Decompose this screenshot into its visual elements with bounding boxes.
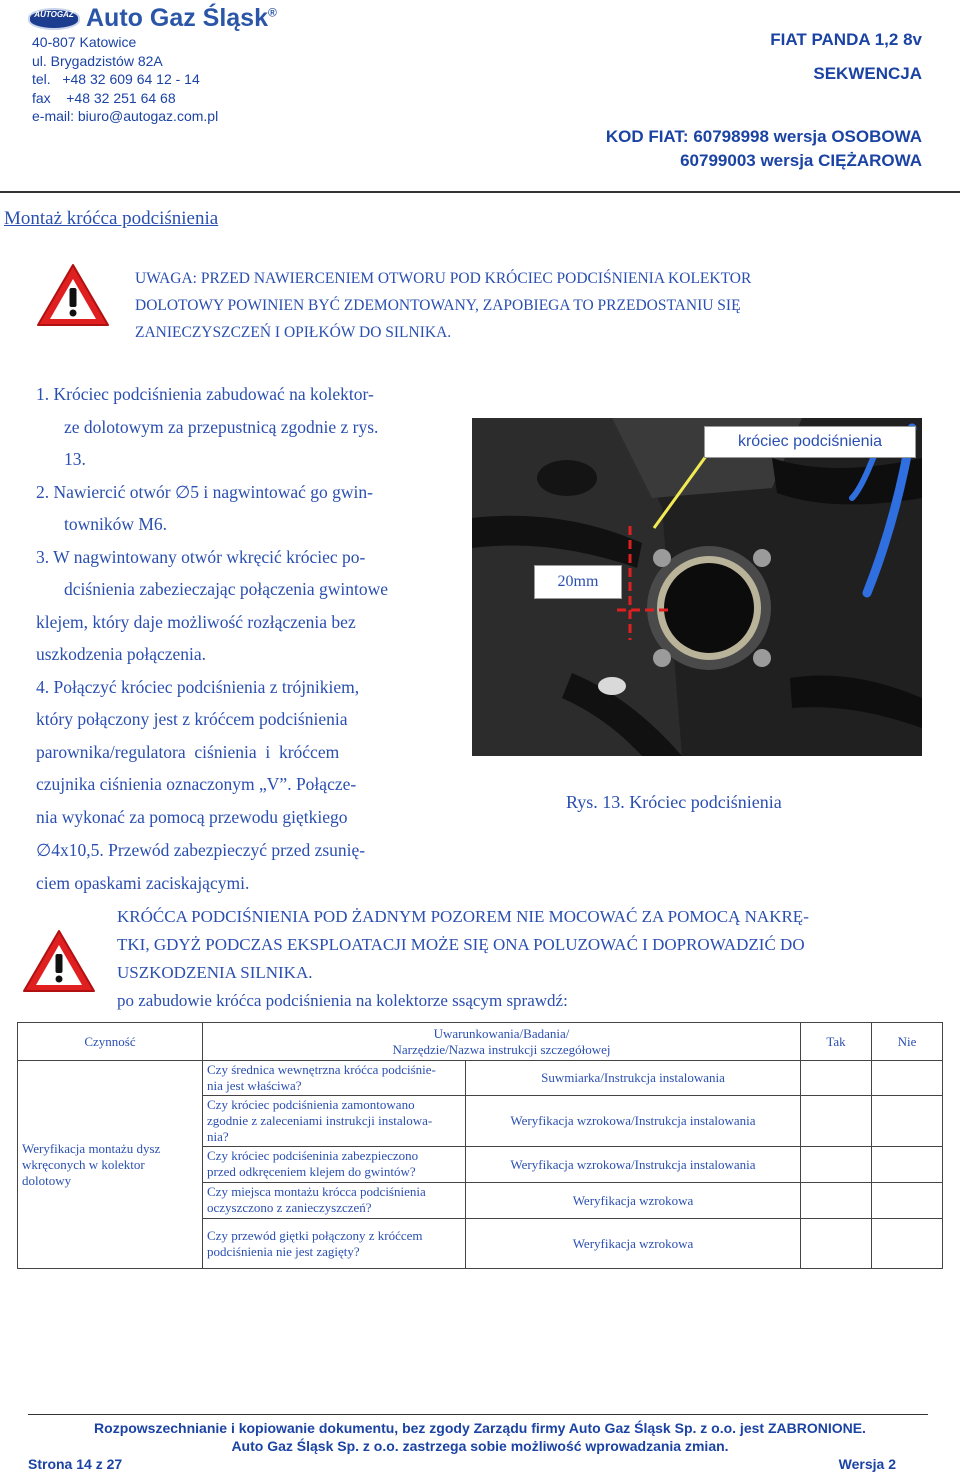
table-row [18, 1061, 943, 1096]
question-cell: Czy miejsca montażu krócca podciśnienia oczyszczono z zanieczyszczeń? [203, 1183, 466, 1219]
header-divider [0, 191, 960, 193]
document-version: Wersja 2 [838, 1456, 896, 1472]
yes-cell[interactable] [801, 1147, 872, 1183]
vehicle-model: FIAT PANDA 1,2 8v [770, 30, 922, 49]
table-header-row [18, 1023, 943, 1061]
warning-text-1 [135, 265, 925, 346]
yes-cell[interactable] [801, 1219, 872, 1269]
logo-name: Auto Gaz Śląsk [86, 4, 268, 32]
step-line: 1. Króciec podciśnienia zabudować na kolektor- [36, 384, 374, 404]
step-line: 3. W nagwintowany otwór wkręcić króciec po- [36, 546, 366, 567]
company-logo [28, 6, 298, 34]
no-cell[interactable] [872, 1219, 943, 1269]
warning-line: KRÓĆCA PODCIŚNIENIA POD ŻADNYM POZOREM NIE MOCOWAĆ ZA POMOCĄ NAKRĘ- [117, 907, 809, 926]
yes-cell[interactable] [801, 1183, 872, 1219]
step-line: uszkodzenia połączenia. [36, 644, 207, 664]
address-line: fax +48 32 251 64 68 [32, 89, 176, 106]
header-conditions-line: Uwarunkowania/Badania/ [433, 1025, 570, 1041]
section-title: Montaż króćca podciśnienia [4, 208, 219, 229]
question-cell: Czy średnica wewnętrzna króćca podciśnie- nia jest właściwa? [203, 1061, 466, 1096]
step-line: parownika/regulatora ciśnienia i króćcem [36, 741, 340, 762]
step-line: dciśnienia zabezieczając połączenia gwintowe [64, 579, 389, 599]
fiat-code-line-2: 60799003 wersja CIĘŻAROWA [680, 151, 922, 170]
logo-badge-text: AUTOGAZ [34, 10, 74, 19]
verification-table [17, 1022, 943, 1269]
question-cell: Czy króciec podciśnienia zamontowano zgodnie z zaleceniami instrukcji instalowa- nia? [203, 1096, 466, 1147]
address-line: e-mail: biuro@autogaz.com.pl [32, 108, 219, 124]
dimension-label: 20mm [534, 565, 622, 599]
changes-notice: Auto Gaz Śląsk Sp. z o.o. zastrzega sobie możliwość wprowadzania zmian. [231, 1438, 729, 1454]
footer-divider [28, 1414, 928, 1415]
no-cell[interactable] [872, 1183, 943, 1219]
figure-caption: Rys. 13. Króciec podciśnienia [566, 792, 782, 812]
warning-line: UWAGA: PRZED NAWIERCENIEM OTWORU POD KRÓCIEC PODCIŚNIENIA KOLEKTOR [135, 270, 752, 287]
address-line: tel. +48 32 609 64 12 - 14 [32, 71, 200, 87]
question-cell: Czy przewód giętki połączony z króćcem podciśnienia nie jest zagięty? [203, 1219, 466, 1269]
tool-cell: Weryfikacja wzrokowa [466, 1183, 801, 1219]
check-intro: po zabudowie króćca podciśnienia na kolektorze ssącym sprawdź: [117, 991, 568, 1010]
step-line: 4. Połączyć króciec podciśnienia z trójnikiem, [36, 676, 360, 697]
warning-triangle-icon [22, 928, 96, 994]
question-cell: Czy króciec podciśeninia zabezpieczono przed odkręceniem klejem do gwintów? [203, 1147, 466, 1183]
warning-line: USZKODZENIA SILNIKA. [117, 963, 313, 982]
registered-mark: ® [268, 5, 277, 20]
step-line: 13. [64, 449, 86, 469]
yes-cell[interactable] [801, 1061, 872, 1096]
warning-triangle-icon [36, 262, 110, 328]
step-line: który połączony jest z króćcem podciśnienia [36, 709, 348, 729]
yes-cell[interactable] [801, 1096, 872, 1147]
photo-label: króciec podciśnienia [704, 426, 916, 458]
tool-cell: Suwmiarka/Instrukcja instalowania [466, 1061, 801, 1096]
header-yes: Tak [801, 1023, 872, 1061]
step-line: nia wykonać za pomocą przewodu giętkiego [36, 806, 348, 827]
warning-text-2 [117, 903, 925, 1015]
warning-line: DOLOTOWY POWINIEN BYĆ ZDEMONTOWANY, ZAPOBIEGA TO PRZEDOSTANIU SIĘ [135, 297, 741, 314]
tool-cell: Weryfikacja wzrokowa [466, 1219, 801, 1269]
system-type: SEKWENCJA [813, 64, 922, 83]
action-cell [18, 1061, 203, 1269]
page-number: Strona 14 z 27 [28, 1456, 123, 1472]
action-label-line: dolotowy [22, 1172, 72, 1188]
address-line: 40-807 Katowice [32, 34, 137, 50]
warning-line: ZANIECZYSZCZEŃ I OPIŁKÓW DO SILNIKA. [135, 324, 452, 341]
assembly-steps-continued [36, 834, 506, 899]
header-conditions [203, 1023, 801, 1061]
address-line: ul. Brygadzistów 82A [32, 52, 163, 69]
no-cell[interactable] [872, 1096, 943, 1147]
assembly-steps [36, 378, 451, 833]
step-line: ciem opaskami zaciskającymi. [36, 872, 250, 893]
tool-cell: Weryfikacja wzrokowa/Instrukcja instalowania [466, 1147, 801, 1183]
header-no: Nie [872, 1023, 943, 1061]
step-line: ze dolotowym za przepustnicą zgodnie z rys. [64, 416, 379, 437]
warning-line: TKI, GDYŻ PODCZAS EKSPLOATACJI MOŻE SIĘ ONA POLUZOWAĆ I DOPROWADZIĆ DO [117, 935, 805, 954]
step-line: ∅4x10,5. Przewód zabezpieczyć przed zsunię- [36, 840, 366, 860]
fiat-code-line-1: KOD FIAT: 60798998 wersja OSOBOWA [605, 127, 922, 146]
step-line: towników M6. [64, 514, 168, 534]
copyright-notice: Rozpowszechnianie i kopiowanie dokumentu, bez zgody Zarządu firmy Auto Gaz Śląsk Sp. z o.o. jest ZABRONIONE. [94, 1420, 866, 1436]
tool-cell: Weryfikacja wzrokowa/Instrukcja instalowania [466, 1096, 801, 1147]
action-label-line: Weryfikacja montażu dysz [22, 1140, 161, 1156]
header-conditions-line: Narzędzie/Nazwa instrukcji szczegółowej [392, 1041, 611, 1057]
engine-photo [472, 418, 922, 756]
header-action: Czynność [18, 1023, 203, 1061]
action-label-line: wkręconych w kolektor [22, 1156, 145, 1172]
step-line: czujnika ciśnienia oznaczonym „V”. Połącze- [36, 774, 357, 794]
no-cell[interactable] [872, 1061, 943, 1096]
step-line: 2. Nawiercić otwór ∅5 i nagwintować go gwin- [36, 481, 373, 502]
company-address [32, 33, 218, 126]
step-line: klejem, który daje możliwość rozłączenia bez [36, 611, 356, 632]
no-cell[interactable] [872, 1147, 943, 1183]
